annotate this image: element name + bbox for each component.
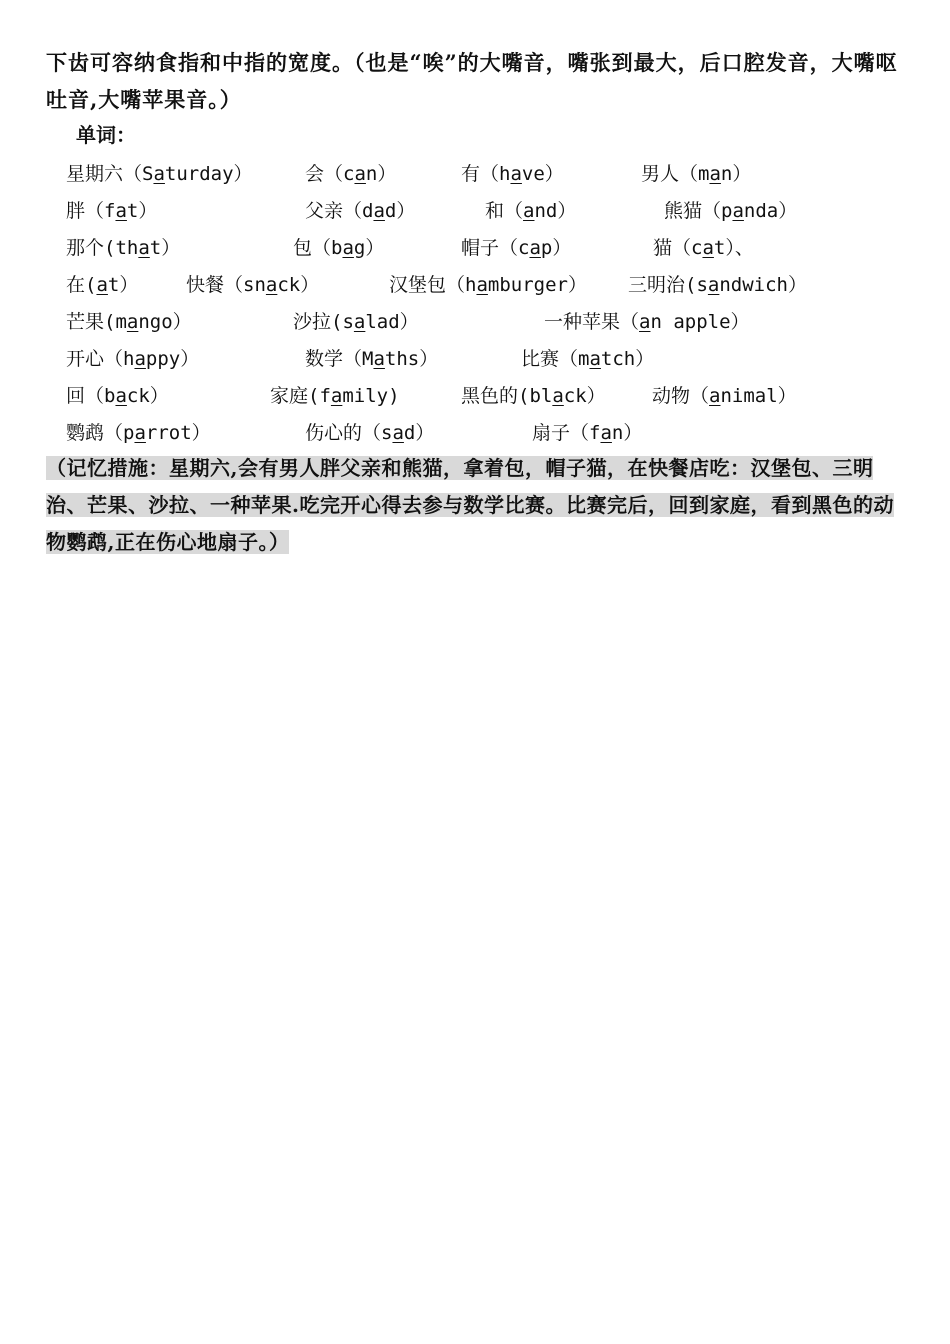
- vocab-english-suffix: t）: [126, 200, 158, 222]
- vocab-english-suffix: nd）: [534, 200, 577, 222]
- vocab-english-suffix: ths）: [384, 348, 439, 370]
- vocab-english-prefix: （f: [570, 422, 601, 444]
- memory-note-text: （记忆措施：星期六,会有男人胖父亲和熊猫，拿着包，帽子猫，在快餐店吃：汉堡包、三明治、芒果、沙拉、一种苹果.吃完开心得去参与数学比赛。比赛完后，回到家庭，看到黑色的动物鹦鹉,正在伤心地扇子。）: [46, 456, 894, 554]
- vocab-english-suffix: mily): [342, 385, 400, 407]
- vocab-english-prefix: （: [620, 311, 640, 333]
- vocab-underlined-vowel: a: [138, 237, 150, 259]
- vocab-english-suffix: n）: [611, 422, 643, 444]
- vocab-item: [628, 271, 807, 299]
- vocab-item: [389, 271, 587, 299]
- vocab-english-prefix: (m: [104, 311, 127, 333]
- vocab-english-suffix: ppy）: [145, 348, 200, 370]
- vocab-chinese: 芒果: [66, 311, 105, 333]
- vocab-item: [461, 382, 606, 410]
- vocab-english-prefix: (bl: [518, 385, 553, 407]
- vocab-underlined-vowel: a: [589, 348, 601, 370]
- vocab-english-prefix: (s: [685, 274, 708, 296]
- vocab-english-prefix: （p: [104, 422, 135, 444]
- vocab-english-prefix: （c: [672, 237, 703, 259]
- vocab-chinese: 沙拉: [293, 311, 332, 333]
- vocab-item: [485, 197, 576, 225]
- vocab-heading: 单词：: [76, 123, 136, 147]
- vocab-english-suffix: ck）: [277, 274, 320, 296]
- vocab-underlined-vowel: a: [392, 422, 404, 444]
- vocab-english-suffix: t）、: [713, 237, 754, 259]
- vocab-english-prefix: （: [690, 385, 710, 407]
- vocab-item: [66, 234, 180, 262]
- vocab-english-suffix: t）: [107, 274, 139, 296]
- vocab-item: [293, 234, 384, 262]
- vocab-english-suffix: d）: [403, 422, 435, 444]
- vocab-chinese: 父亲: [305, 200, 344, 222]
- vocab-item: [653, 234, 754, 262]
- vocab-chinese: 快餐: [186, 274, 225, 296]
- vocab-chinese: 星期六: [66, 163, 124, 185]
- intro-paragraph: 下齿可容纳食指和中指的宽度。（也是“唉”的大嘴音，嘴张到最大，后口腔发音，大嘴呕吐音,大嘴苹果音。）: [46, 50, 898, 112]
- vocab-english-prefix: （f: [85, 200, 116, 222]
- vocab-item: [66, 419, 211, 447]
- vocab-item: [293, 308, 419, 336]
- vocab-underlined-vowel: a: [523, 200, 535, 222]
- vocab-underlined-vowel: a: [709, 385, 721, 407]
- vocab-english-prefix: （S: [123, 163, 154, 185]
- vocab-english-prefix: （h: [480, 163, 511, 185]
- vocab-english-suffix: nimal）: [720, 385, 797, 407]
- vocab-underlined-vowel: a: [600, 422, 612, 444]
- vocab-english-suffix: tch）: [600, 348, 655, 370]
- vocab-underlined-vowel: a: [732, 200, 744, 222]
- vocab-english-prefix: （sn: [224, 274, 266, 296]
- vocab-chinese: 回: [66, 385, 86, 407]
- vocab-chinese: 男人: [641, 163, 680, 185]
- vocab-english-suffix: t）: [149, 237, 181, 259]
- vocab-item: [186, 271, 319, 299]
- vocab-underlined-vowel: a: [134, 348, 146, 370]
- vocab-chinese: 家庭: [270, 385, 309, 407]
- vocab-underlined-vowel: a: [342, 237, 354, 259]
- vocab-english-suffix: n）: [720, 163, 752, 185]
- vocab-english-prefix: （d: [343, 200, 374, 222]
- vocab-english-suffix: ndwich）: [719, 274, 807, 296]
- vocab-underlined-vowel: a: [134, 422, 146, 444]
- vocab-english-suffix: p）: [540, 237, 572, 259]
- vocab-item: [544, 308, 750, 336]
- vocab-chinese: 一种苹果: [544, 311, 621, 333]
- vocab-item: [305, 160, 396, 188]
- vocab-underlined-vowel: a: [373, 348, 385, 370]
- vocab-english-suffix: rrot）: [145, 422, 211, 444]
- vocab-english-suffix: lad）: [365, 311, 419, 333]
- vocab-english-suffix: ngo）: [138, 311, 192, 333]
- vocab-english-suffix: d）: [384, 200, 416, 222]
- vocab-english-suffix: mburger）: [487, 274, 587, 296]
- vocab-english-prefix: (s: [331, 311, 354, 333]
- vocab-english-suffix: ck）: [126, 385, 169, 407]
- vocab-chinese: 扇子: [532, 422, 571, 444]
- vocab-chinese: 会: [305, 163, 325, 185]
- vocab-english-suffix: n apple）: [650, 311, 750, 333]
- vocab-english-suffix: ve）: [521, 163, 564, 185]
- vocab-item: [66, 382, 169, 410]
- vocab-underlined-vowel: a: [330, 385, 343, 407]
- vocab-chinese: 那个: [66, 237, 105, 259]
- vocab-list: [0, 0, 950, 460]
- vocab-underlined-vowel: a: [510, 163, 522, 185]
- vocab-item: [66, 197, 157, 225]
- vocab-chinese: 动物: [652, 385, 691, 407]
- vocab-english-suffix: g）: [353, 237, 385, 259]
- vocab-chinese: 帽子: [461, 237, 500, 259]
- vocab-english-prefix: （m: [559, 348, 590, 370]
- vocab-item: [532, 419, 642, 447]
- vocab-chinese: 猫: [653, 237, 673, 259]
- vocab-item: [66, 345, 199, 373]
- vocab-item: [461, 234, 571, 262]
- vocab-underlined-vowel: a: [115, 385, 127, 407]
- vocab-item: [66, 160, 253, 188]
- vocab-underlined-vowel: a: [353, 311, 366, 333]
- vocab-english-prefix: （s: [362, 422, 393, 444]
- vocab-underlined-vowel: a: [707, 274, 720, 296]
- memory-note: [46, 450, 910, 561]
- vocab-underlined-vowel: a: [265, 274, 278, 296]
- vocab-item: [461, 160, 564, 188]
- vocab-english-prefix: （c: [324, 163, 355, 185]
- vocab-english-prefix: （h: [446, 274, 477, 296]
- vocab-chinese: 胖: [66, 200, 86, 222]
- vocab-chinese: 包: [293, 237, 313, 259]
- vocab-english-prefix: （: [504, 200, 524, 222]
- vocab-chinese: 汉堡包: [389, 274, 447, 296]
- vocab-item: [305, 345, 438, 373]
- vocab-underlined-vowel: a: [476, 274, 488, 296]
- vocab-english-suffix: n）: [365, 163, 397, 185]
- vocab-underlined-vowel: a: [529, 237, 541, 259]
- vocab-chinese: 有: [461, 163, 481, 185]
- vocab-english-suffix: ck）: [563, 385, 606, 407]
- vocab-chinese: 熊猫: [664, 200, 703, 222]
- vocab-english-suffix: turday）: [164, 163, 253, 185]
- vocab-english-prefix: (: [85, 274, 97, 296]
- vocab-underlined-vowel: a: [373, 200, 385, 222]
- vocab-underlined-vowel: a: [126, 311, 139, 333]
- vocab-underlined-vowel: a: [96, 274, 108, 296]
- vocab-english-prefix: （h: [104, 348, 135, 370]
- vocab-item: [66, 308, 192, 336]
- vocab-english-suffix: nda）: [743, 200, 798, 222]
- vocab-chinese: 数学: [305, 348, 344, 370]
- vocab-item: [305, 419, 434, 447]
- vocab-chinese: 在: [66, 274, 86, 296]
- vocab-item: [66, 271, 138, 299]
- vocab-english-prefix: （M: [343, 348, 374, 370]
- vocab-item: [641, 160, 751, 188]
- vocab-chinese: 和: [485, 200, 505, 222]
- vocab-english-prefix: （c: [499, 237, 530, 259]
- vocab-underlined-vowel: a: [153, 163, 165, 185]
- vocab-item: [305, 197, 415, 225]
- vocab-underlined-vowel: a: [552, 385, 564, 407]
- vocab-chinese: 鹦鹉: [66, 422, 105, 444]
- vocab-underlined-vowel: a: [702, 237, 714, 259]
- vocab-underlined-vowel: a: [639, 311, 651, 333]
- vocab-chinese: 伤心的: [305, 422, 363, 444]
- vocab-english-prefix: （b: [312, 237, 343, 259]
- vocab-english-prefix: （b: [85, 385, 116, 407]
- vocab-chinese: 黑色的: [461, 385, 519, 407]
- vocab-item: [270, 382, 400, 410]
- vocab-chinese: 开心: [66, 348, 105, 370]
- vocab-english-prefix: (th: [104, 237, 139, 259]
- vocab-item: [652, 382, 797, 410]
- vocab-underlined-vowel: a: [354, 163, 366, 185]
- vocab-english-prefix: （p: [702, 200, 733, 222]
- vocab-item: [521, 345, 654, 373]
- vocab-chinese: 三明治: [628, 274, 686, 296]
- vocab-item: [664, 197, 797, 225]
- vocab-english-prefix: （m: [679, 163, 710, 185]
- vocab-underlined-vowel: a: [115, 200, 127, 222]
- vocab-underlined-vowel: a: [709, 163, 721, 185]
- vocab-english-prefix: (f: [308, 385, 331, 407]
- vocab-chinese: 比赛: [521, 348, 560, 370]
